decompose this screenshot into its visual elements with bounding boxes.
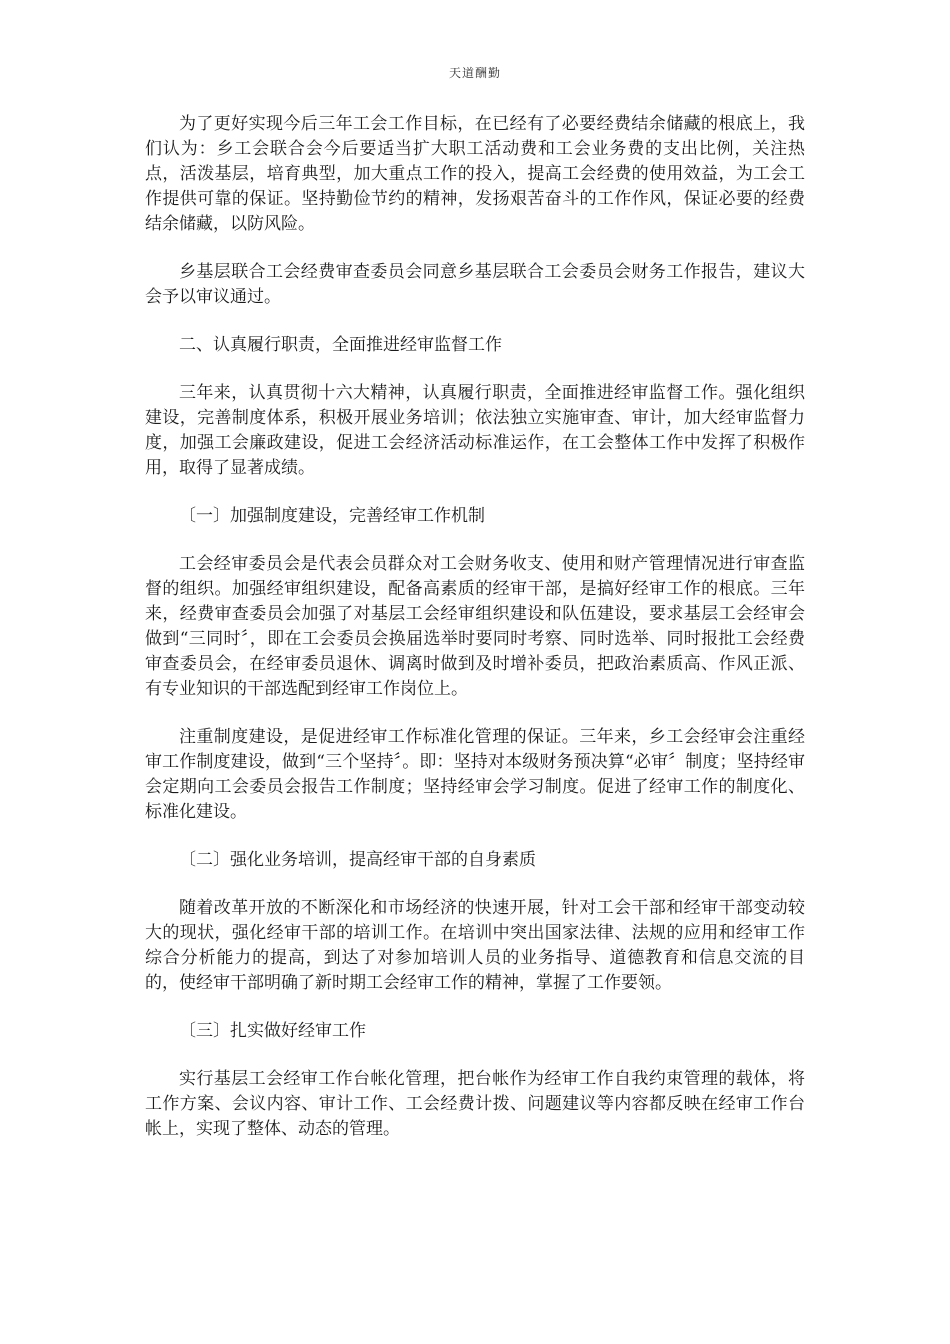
paragraph-6: 随着改革开放的不断深化和市场经济的快速开展，针对工会干部和经审干部变动较大的现状，强化经审干部的培训工作。在培训中突出国家法律、法规的应用和经审工作综合分析能力的提高，到达了对参加培训人员的业务指导、道德教育和信息交流的目的，使经审干部明确了新时期工会经审工作的精神，掌握了工作要领。 — [145, 898, 805, 993]
subsection-heading-1: 〔一〕加强制度建设，完善经审工作机制 — [179, 506, 485, 526]
paragraph-5: 注重制度建设，是促进经审工作标准化管理的保证。三年来，乡工会经审会注重经审工作制度建设，做到“三个坚持〞。即：坚持对本级财务预决算“必审〞制度；坚持经审会定期向工会委员会报告工作制度；坚持经审会学习制度。促进了经审工作的制度化、标准化建设。 — [145, 727, 805, 822]
subsection-heading-2: 〔二〕强化业务培训，提高经审干部的自身素质 — [179, 850, 536, 870]
subsection-heading-3: 〔三〕扎实做好经审工作 — [179, 1021, 366, 1041]
paragraph-3: 三年来，认真贯彻十六大精神，认真履行职责，全面推进经审监督工作。强化组织建设，完善制度体系，积极开展业务培训；依法独立实施审查、审计，加大经审监督力度，加强工会廉政建设，促进工会经济活动标准运作，在工会整体工作中发挥了积极作用，取得了显著成绩。 — [145, 383, 805, 478]
document-body — [145, 112, 805, 1165]
paragraph-2: 乡基层联合工会经费审查委员会同意乡基层联合工会委员会财务工作报告，建议大会予以审议通过。 — [145, 262, 805, 307]
paragraph-4: 工会经审委员会是代表会员群众对工会财务收支、使用和财产管理情况进行审查监督的组织。加强经审组织建设，配备高素质的经审干部，是搞好经审工作的根底。三年来，经费审查委员会加强了对基层工会经审组织建设和队伍建设，要求基层工会经审会做到“三同时〞，即在工会委员会换届选举时要同时考察、同时选举、同时报批工会经费审查委员会，在经审委员退休、调离时做到及时增补委员，把政治素质高、作风正派、有专业知识的干部选配到经审工作岗位上。 — [145, 554, 805, 699]
page-header: 天道酬勤 — [448, 66, 501, 80]
paragraph-7: 实行基层工会经审工作台帐化管理，把台帐作为经审工作自我约束管理的载体，将工作方案、会议内容、审计工作、工会经费计拨、问题建议等内容都反映在经审工作台帐上，实现了整体、动态的管理。 — [145, 1069, 805, 1139]
paragraph-1: 为了更好实现今后三年工会工作目标，在已经有了必要经费结余储藏的根底上，我们认为：乡工会联合会今后要适当扩大职工活动费和工会业务费的支出比例，关注热点，活泼基层，培育典型，加大重点工作的投入，提高工会经费的使用效益，为工会工作提供可靠的保证。坚持勤俭节约的精神，发扬艰苦奋斗的工作作风，保证必要的经费结余储藏，以防风险。 — [145, 114, 805, 234]
section-heading-2: 二、认真履行职责，全面推进经审监督工作 — [179, 335, 502, 355]
